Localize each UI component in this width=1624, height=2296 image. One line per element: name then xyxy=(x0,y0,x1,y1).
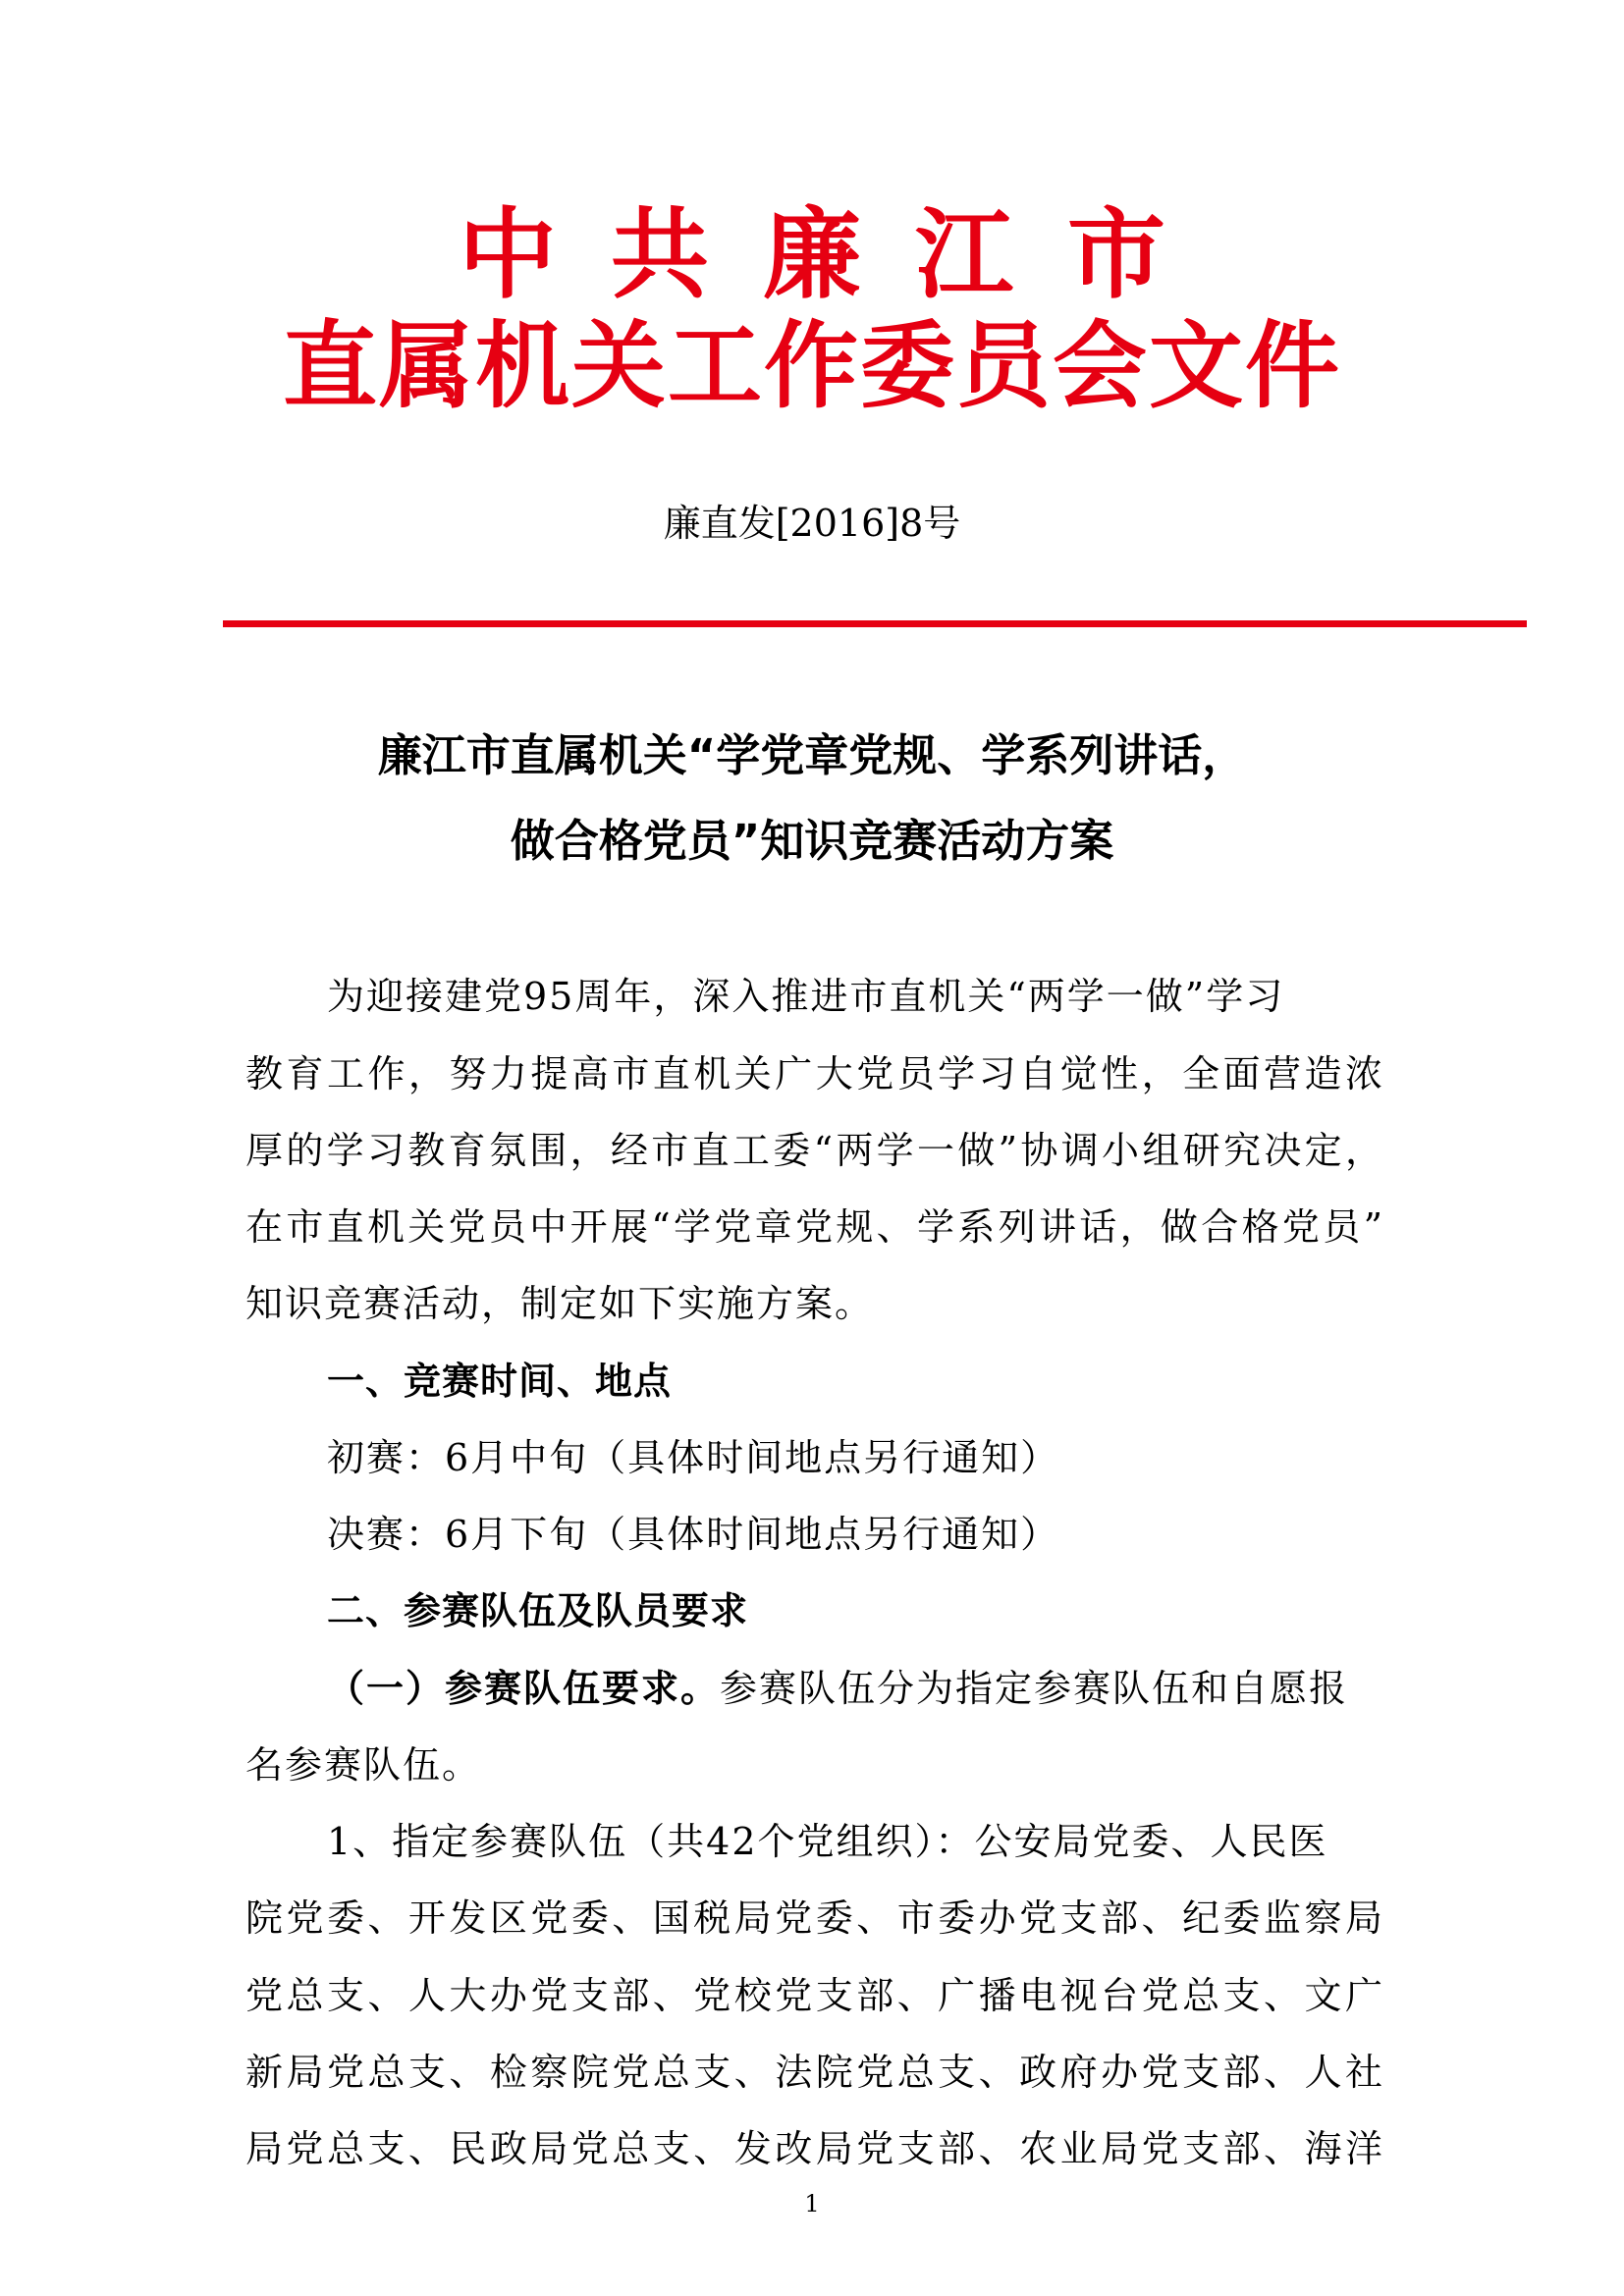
team-requirements-line xyxy=(327,1659,1384,1718)
red-divider-line xyxy=(223,620,1527,627)
intro-paragraph-line: 在市直机关党员中开展“学党章党规、学系列讲话，做合格党员” xyxy=(245,1205,1384,1249)
team-requirements-lead: （一）参赛队伍要求。 xyxy=(327,1667,721,1710)
team-requirements-continuation: 名参赛队伍。 xyxy=(245,1743,482,1787)
intro-paragraph-line: 教育工作，努力提高市直机关广大党员学习自觉性，全面营造浓 xyxy=(245,1052,1384,1095)
designated-teams-line: 院党委、开发区党委、国税局党委、市委办党支部、纪委监察局 xyxy=(245,1896,1384,1940)
designated-teams-line: 新局党总支、检察院党总支、法院党总支、政府办党支部、人社 xyxy=(245,2051,1384,2094)
intro-paragraph-line: 厚的学习教育氛围，经市直工委“两学一做”协调小组研究决定， xyxy=(245,1129,1384,1172)
document-title-line-2: 做合格党员”知识竞赛活动方案 xyxy=(510,815,1114,867)
section-heading-time-place: 一、竞赛时间、地点 xyxy=(327,1360,673,1403)
designated-teams-line: 党总支、人大办党支部、党校党支部、广播电视台党总支、文广 xyxy=(245,1974,1384,2017)
final-round-line: 决赛：6月下旬（具体时间地点另行通知） xyxy=(327,1513,1060,1556)
intro-paragraph-line: 为迎接建党95周年，深入推进市直机关“两学一做”学习 xyxy=(327,975,1285,1018)
issuer-name-line-2: 直属机关工作委员会文件 xyxy=(283,311,1341,421)
preliminary-round-line: 初赛：6月中旬（具体时间地点另行通知） xyxy=(327,1436,1060,1479)
document-title-line-1: 廉江市直属机关“学党章党规、学系列讲话， xyxy=(377,729,1247,781)
designated-teams-line: 局党总支、民政局党总支、发改局党支部、农业局党支部、海洋 xyxy=(245,2127,1384,2170)
designated-teams-line: 1、指定参赛队伍（共42个党组织）：公安局党委、人民医 xyxy=(327,1820,1328,1863)
document-number: 廉直发[2016]8号 xyxy=(663,502,961,545)
intro-paragraph-line: 知识竞赛活动，制定如下实施方案。 xyxy=(245,1282,875,1325)
page-number: 1 xyxy=(804,2190,820,2217)
team-requirements-text: 参赛队伍分为指定参赛队伍和自愿报 xyxy=(720,1667,1349,1710)
issuer-name-line-1: 中共廉江市 xyxy=(459,197,1219,312)
section-heading-teams: 二、参赛队伍及队员要求 xyxy=(327,1589,749,1632)
